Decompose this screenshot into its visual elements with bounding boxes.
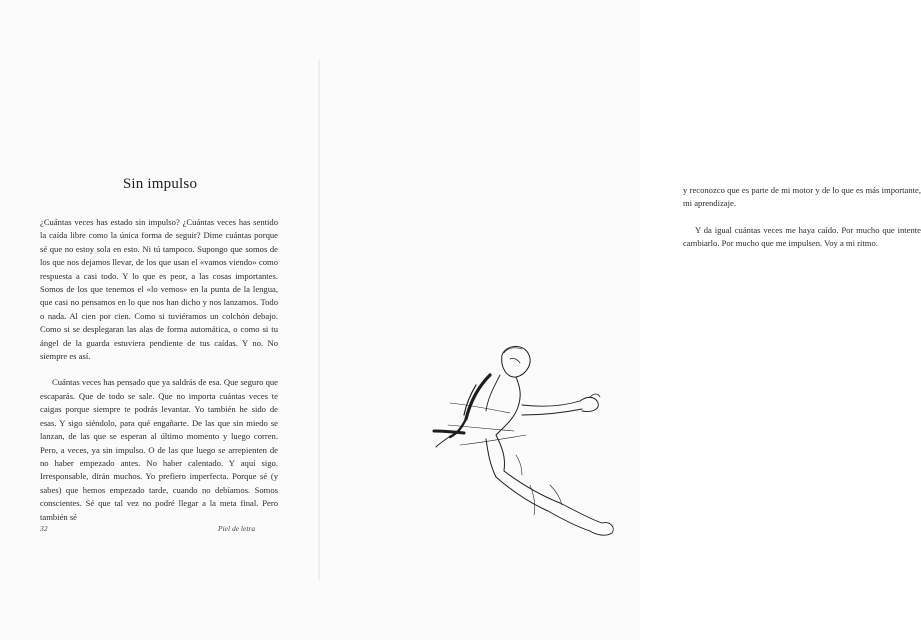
page-number: 32	[40, 524, 48, 533]
figure-right-arm	[522, 401, 580, 406]
chapter-title: Sin impulso	[122, 176, 198, 192]
left-page	[0, 0, 320, 640]
paragraph: Cuántas veces has pensado que ya saldrás de esa. Que seguro que escaparás. Que de todo se sale. Que no importa cuántas veces te caigas porque siempre te podrás levantar. Yo también he sido de esas. Y sigo siéndolo, para qué engañarte. De las que sin miedo se lanzan, de las que se esperan al último momento y luego corren. Pero, a veces, ya sin impulso. O de las que luego se arrepienten de no haber empezado antes. No haber calentado. Y aquí sigo. Irresponsable, dirán muchos. Yo prefiero imperfecta. Porque sé (y sabes) que hemos empezado tarde, cuando no debíamos. Somos conscientes. Sé que tal vez no podré llegar a la meta final. Pero también sé	[40, 377, 278, 522]
motion-streaks	[450, 403, 510, 413]
left-body-text	[40, 216, 278, 524]
figure-feet	[590, 523, 613, 536]
running-title: Piel de letra	[218, 524, 256, 533]
paragraph: y reconozco que es parte de mi motor y de lo que es más importante, mi aprendizaje.	[683, 185, 921, 209]
paragraph: ¿Cuántas veces has estado sin impulso? ¿Cuántas veces has sentido la caída libre como la única forma de seguir? Dime cuántas porque sé que no estoy sola en esto. Ni tú tampoco. Supongo que somos de los que nos dejamos llevar, de los que usan el «vamos viendo» como respuesta a casi todo. Y lo que es peor, a las cosas importantes. Somos de los que tenemos el «lo vemos» en la punta de la lengua, que casi no pensamos en lo que nos han dicho y nos lanzamos. Todo o nada. Al cien por cien. Como si tuviéramos un colchón debajo. Como si se desplegaran las alas de forma automática, o como si tu ángel de la guarda estuviera pendiente de tus caídas. Y no. No siempre es así.	[40, 217, 278, 362]
right-body-text	[683, 184, 921, 251]
figure-hips	[496, 435, 505, 471]
paragraph: Y da igual cuántas veces me haya caído. Por mucho que intente cambiarlo. Por mucho que me impulsen. Voy a mi ritmo.	[683, 224, 921, 249]
figure-hand	[580, 397, 598, 411]
falling-figure-illustration	[430, 335, 620, 545]
figure-torso	[496, 377, 520, 435]
